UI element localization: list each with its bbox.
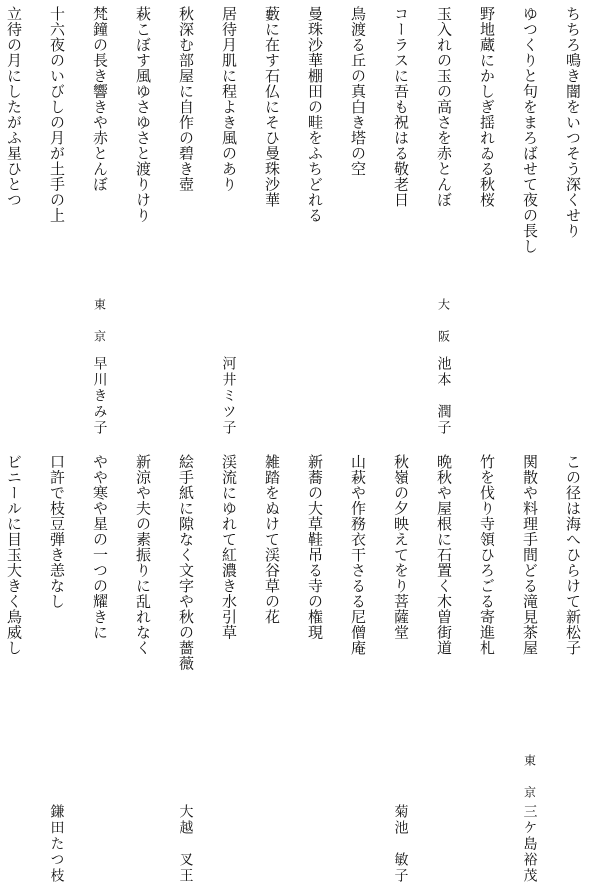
- author-name: 鎌田たつ枝: [48, 804, 65, 884]
- haiku-column: [0, 454, 35, 894]
- haiku-column: [508, 454, 551, 894]
- haiku-line: 曼珠沙華棚田の畦をふちどれる: [306, 6, 324, 223]
- haiku-line: 晩秋や屋根に石置く木曽街道: [435, 454, 453, 656]
- haiku-line: 新涼や夫の素振りに乱れなく: [134, 454, 152, 656]
- haiku-column: [164, 6, 207, 446]
- haiku-line: 梵鐘の長き響きや赤とんぼ: [91, 6, 109, 192]
- haiku-column: [379, 454, 422, 894]
- author-name: 河井ミツ子: [220, 356, 237, 436]
- haiku-column: [465, 6, 508, 446]
- haiku-line: やや寒や星の一つの耀きに: [91, 454, 109, 640]
- haiku-line: 居待月肌に程よき風のあり: [220, 6, 238, 192]
- haiku-line: ちちろ鳴き闇をいつそう深くせり: [564, 6, 582, 239]
- haiku-line: 立待の月にしたがふ星ひとつ: [5, 6, 23, 208]
- author-location: 東京: [92, 298, 107, 362]
- haiku-column: [551, 454, 594, 894]
- haiku-column: [164, 454, 207, 894]
- haiku-column: [121, 454, 164, 894]
- haiku-column: [379, 6, 422, 446]
- haiku-line: この径は海へひらけて新松子: [564, 454, 582, 656]
- haiku-line: 萩こぼす風ゆさゆさと渡りけり: [134, 6, 152, 223]
- haiku-column: [78, 6, 121, 446]
- haiku-column: [336, 454, 379, 894]
- author-name: 大越 叉王: [177, 804, 194, 884]
- author-location: 東京: [522, 754, 537, 818]
- haiku-column: [250, 6, 293, 446]
- haiku-column: [508, 6, 551, 446]
- haiku-line: ゆつくりと句をまろばせて夜の長し: [521, 6, 539, 254]
- author-name: 池本 潤子: [435, 356, 452, 436]
- haiku-column: [551, 6, 594, 446]
- haiku-line: 十六夜のいびしの月が土手の上: [48, 6, 66, 223]
- haiku-line: 鳥渡る丘の真白き塔の空: [349, 6, 367, 177]
- haiku-column: [293, 6, 336, 446]
- haiku-line: コーラスに吾も祝はる敬老日: [392, 6, 410, 208]
- haiku-line: 玉入れの玉の高さを赤とんぼ: [435, 6, 453, 208]
- haiku-line: 山萩や作務衣干さるる尼僧庵: [349, 454, 367, 656]
- haiku-column: [35, 454, 78, 894]
- haiku-column: [35, 6, 78, 446]
- haiku-line: 秋嶺の夕映えてをり菩薩堂: [392, 454, 410, 640]
- author-name: 早川きみ子: [91, 356, 108, 436]
- haiku-line: 絵手紙に隙なく文字や秋の薔薇: [177, 454, 195, 671]
- haiku-line: 野地蔵にかしぎ揺れゐる秋桜: [478, 6, 496, 208]
- haiku-line: 雑踏をぬけて渓谷草の花: [263, 454, 281, 625]
- haiku-line: 関散や料理手間どる滝見茶屋: [521, 454, 539, 656]
- top-haiku-block: [0, 6, 600, 446]
- haiku-column: [422, 6, 465, 446]
- haiku-column: [207, 454, 250, 894]
- haiku-column: [0, 6, 35, 446]
- author-name: 菊池 敏子: [392, 804, 409, 884]
- haiku-line: ビニールに目玉大きく鳥威し: [5, 454, 23, 656]
- haiku-column: [250, 454, 293, 894]
- haiku-line: 藪に在す石仏にそひ曼珠沙華: [263, 6, 281, 208]
- haiku-column: [336, 6, 379, 446]
- author-location: 大阪: [436, 298, 451, 362]
- haiku-column: [293, 454, 336, 894]
- haiku-line: 新蕎の大草鞋吊る寺の権現: [306, 454, 324, 640]
- haiku-line: 口許で枝豆弾き恙なし: [48, 454, 66, 609]
- haiku-line: 渓流にゆれて紅濃き水引草: [220, 454, 238, 640]
- author-name: 三ケ島裕茂: [521, 804, 538, 884]
- haiku-column: [207, 6, 250, 446]
- haiku-column: [121, 6, 164, 446]
- haiku-column: [465, 454, 508, 894]
- haiku-line: 秋深む部屋に自作の碧き壺: [177, 6, 195, 192]
- haiku-column: [78, 454, 121, 894]
- haiku-column: [422, 454, 465, 894]
- bottom-haiku-block: [0, 454, 600, 894]
- haiku-line: 竹を伐り寺領ひろごる寄進札: [478, 454, 496, 656]
